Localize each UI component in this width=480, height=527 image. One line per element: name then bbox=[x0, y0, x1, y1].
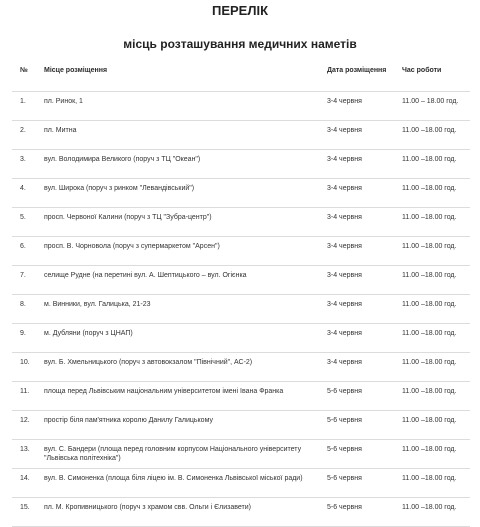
row-number: 13. bbox=[12, 440, 40, 469]
table-row bbox=[12, 295, 470, 324]
row-place: вул. В. Симоненка (площа біля ліцею ім. В. Симоненка Львівської міської ради) bbox=[40, 469, 323, 498]
page-title: ПЕРЕЛІК bbox=[211, 3, 269, 18]
row-number: 1. bbox=[12, 92, 40, 121]
row-date: 3-4 червня bbox=[323, 208, 398, 237]
header-place: Місце розміщення bbox=[40, 62, 323, 92]
row-date: 5-6 червня bbox=[323, 469, 398, 498]
row-place: селище Рудне (на перетині вул. А. Шептицького – вул. Огієнка bbox=[40, 266, 323, 295]
table-row bbox=[12, 440, 470, 469]
table-row bbox=[12, 179, 470, 208]
table-row bbox=[12, 208, 470, 237]
table-row bbox=[12, 498, 470, 527]
row-date: 5-6 червня bbox=[323, 440, 398, 469]
table-row bbox=[12, 150, 470, 179]
row-number: 6. bbox=[12, 237, 40, 266]
row-time: 11.00 –18.00 год. bbox=[398, 440, 470, 469]
table-row bbox=[12, 382, 470, 411]
header-time: Час роботи bbox=[398, 62, 470, 92]
row-date: 3-4 червня bbox=[323, 179, 398, 208]
row-date: 5-6 червня bbox=[323, 382, 398, 411]
row-place: просп. Червоної Калини (поруч з ТЦ "Зубра-центр") bbox=[40, 208, 323, 237]
row-number: 8. bbox=[12, 295, 40, 324]
row-time: 11.00 –18.00 год. bbox=[398, 179, 470, 208]
row-number: 2. bbox=[12, 121, 40, 150]
table-header-row bbox=[12, 62, 470, 92]
table-row bbox=[12, 353, 470, 382]
row-date: 3-4 червня bbox=[323, 266, 398, 295]
table-row bbox=[12, 92, 470, 121]
row-number: 12. bbox=[12, 411, 40, 440]
row-time: 11.00 –18.00 год. bbox=[398, 266, 470, 295]
row-time: 11.00 –18.00 год. bbox=[398, 411, 470, 440]
table-row bbox=[12, 266, 470, 295]
table-row bbox=[12, 237, 470, 266]
row-time: 11.00 –18.00 год. bbox=[398, 498, 470, 527]
table-body bbox=[12, 92, 470, 527]
row-date: 5-6 червня bbox=[323, 411, 398, 440]
row-time: 11.00 –18.00 год. bbox=[398, 382, 470, 411]
row-number: 7. bbox=[12, 266, 40, 295]
row-date: 3-4 червня bbox=[323, 237, 398, 266]
row-date: 5-6 червня bbox=[323, 498, 398, 527]
row-date: 3-4 червня bbox=[323, 150, 398, 179]
row-date: 3-4 червня bbox=[323, 324, 398, 353]
row-time: 11.00 –18.00 год. bbox=[398, 324, 470, 353]
row-time: 11.00 –18.00 год. bbox=[398, 469, 470, 498]
row-number: 14. bbox=[12, 469, 40, 498]
row-time: 11.00 –18.00 год. bbox=[398, 353, 470, 382]
row-time: 11.00 –18.00 год. bbox=[398, 121, 470, 150]
row-number: 9. bbox=[12, 324, 40, 353]
table-row bbox=[12, 469, 470, 498]
header-number: № bbox=[12, 62, 40, 92]
row-place: вул. Широка (поруч з ринком "Левандівський") bbox=[40, 179, 323, 208]
row-time: 11.00 –18.00 год. bbox=[398, 295, 470, 324]
row-time: 11.00 – 18.00 год. bbox=[398, 92, 470, 121]
table-row bbox=[12, 411, 470, 440]
row-place: вул. Б. Хмельницького (поруч з автовокзалом "Північний", АС-2) bbox=[40, 353, 323, 382]
row-time: 11.00 –18.00 год. bbox=[398, 237, 470, 266]
table-row bbox=[12, 121, 470, 150]
header-date: Дата розміщення bbox=[323, 62, 398, 92]
row-number: 3. bbox=[12, 150, 40, 179]
tents-table bbox=[12, 62, 470, 527]
row-date: 3-4 червня bbox=[323, 353, 398, 382]
row-place: пл. Ринок, 1 bbox=[40, 92, 323, 121]
row-place: вул. Володимира Великого (поруч з ТЦ "Океан") bbox=[40, 150, 323, 179]
row-number: 11. bbox=[12, 382, 40, 411]
row-place: просп. В. Чорновола (поруч з супермаркетом "Арсен") bbox=[40, 237, 323, 266]
row-place: пл. Митна bbox=[40, 121, 323, 150]
row-number: 5. bbox=[12, 208, 40, 237]
row-date: 3-4 червня bbox=[323, 121, 398, 150]
row-place: площа перед Львівським національним університетом імені Івана Франка bbox=[40, 382, 323, 411]
row-place: м. Дубляни (поруч з ЦНАП) bbox=[40, 324, 323, 353]
row-number: 10. bbox=[12, 353, 40, 382]
row-date: 3-4 червня bbox=[323, 92, 398, 121]
row-time: 11.00 –18.00 год. bbox=[398, 150, 470, 179]
row-time: 11.00 –18.00 год. bbox=[398, 208, 470, 237]
row-number: 4. bbox=[12, 179, 40, 208]
table-row bbox=[12, 324, 470, 353]
page-subtitle: місць розташування медичних наметів bbox=[123, 37, 357, 51]
row-place: вул. С. Бандери (площа перед головним корпусом Національного університету "Львівська політехніка") bbox=[40, 440, 323, 469]
row-number: 15. bbox=[12, 498, 40, 527]
row-place: м. Винники, вул. Галицька, 21-23 bbox=[40, 295, 323, 324]
row-place: простір біля пам'ятника королю Данилу Галицькому bbox=[40, 411, 323, 440]
row-date: 3-4 червня bbox=[323, 295, 398, 324]
row-place: пл. М. Кропивницького (поруч з храмом свв. Ольги і Єлизавети) bbox=[40, 498, 323, 527]
